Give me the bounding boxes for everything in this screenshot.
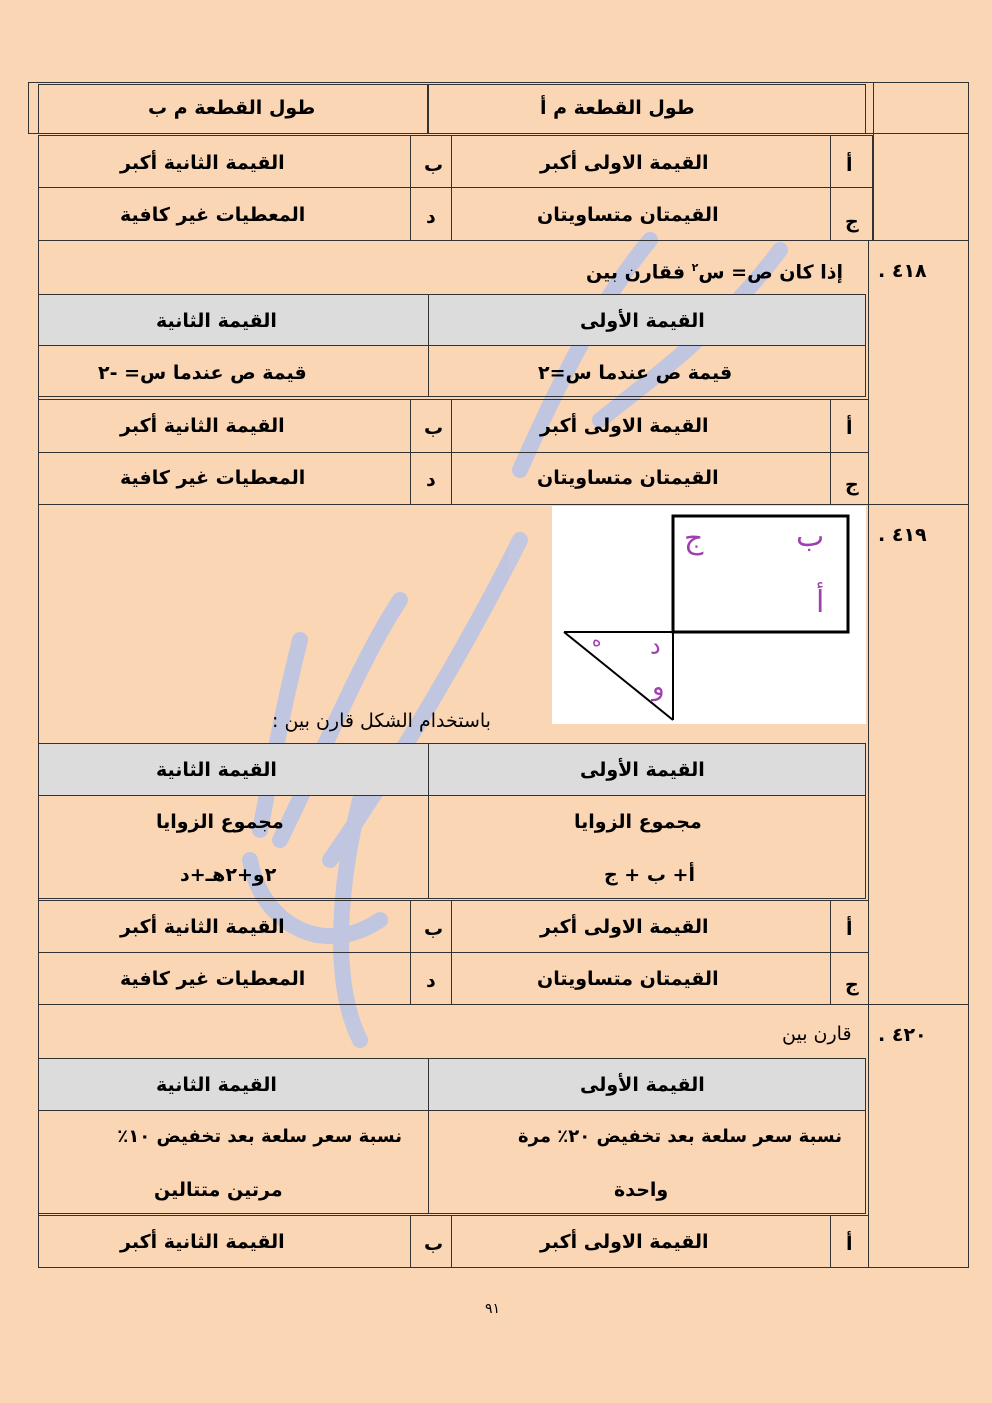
top-number-cell — [873, 82, 969, 241]
top-opt-a-letter: أ — [846, 154, 853, 176]
top-opt-b-text: القيمة الثانية أكبر — [120, 152, 285, 174]
q419-opt-b-text: القيمة الثانية أكبر — [120, 916, 285, 938]
q420-opt-a-letter: أ — [846, 1233, 853, 1255]
q418-opt-c-letter: ج — [845, 474, 859, 496]
q420-opt-b-letter: ب — [424, 1233, 444, 1255]
q419-col2-header: القيمة الثانية — [156, 759, 277, 781]
q419-label-a: أ — [816, 585, 825, 620]
q420-number: ٤٢٠ . — [878, 1024, 927, 1046]
q420-col1-line1: نسبة سعر سلعة بعد تخفيض ٢٠٪ مرة — [518, 1126, 842, 1147]
q419-opt-d-text: المعطيات غير كافية — [120, 968, 306, 990]
q419-col2-line1: مجموع الزوايا — [156, 811, 284, 833]
q418-opt-a-text: القيمة الاولى أكبر — [540, 415, 709, 437]
q419-stem: باستخدام الشكل قارن بين : — [272, 710, 491, 732]
q419-label-h: ه — [592, 630, 602, 651]
q420-opt-a-text: القيمة الاولى أكبر — [540, 1231, 709, 1253]
q418-opt-c-text: القيمتان متساويتان — [537, 467, 719, 489]
q418-stem-end: فقارن بين — [586, 261, 692, 284]
q419-opt-c-text: القيمتان متساويتان — [537, 968, 719, 990]
q418-col2-header: القيمة الثانية — [156, 310, 277, 332]
q418-stem-sup: ٢ — [691, 261, 699, 274]
q419-label-j: ج — [684, 521, 704, 556]
q419-label-w: و — [652, 672, 665, 702]
q420-stem: قارن بين — [782, 1023, 852, 1045]
q418-stem-text: إذا كان ص= س — [698, 261, 844, 284]
q419-label-d: د — [650, 632, 661, 660]
q418-stem — [586, 262, 843, 282]
q419-opt-b-letter: ب — [424, 918, 444, 940]
top-opt-c-text: القيمتان متساويتان — [537, 204, 719, 226]
top-opt-b-letter: ب — [424, 154, 444, 176]
q420-col2-header: القيمة الثانية — [156, 1074, 277, 1096]
top-opt-a-text: القيمة الاولى أكبر — [540, 152, 709, 174]
q418-col1-value: قيمة ص عندما س=٢ — [538, 362, 733, 384]
top-opt-c-letter: ج — [845, 211, 859, 233]
top-header-right-text: طول القطعة م أ — [540, 97, 695, 119]
page-number: ٩١ — [485, 1301, 501, 1317]
q420-col2-line1: نسبة سعر سلعة بعد تخفيض ١٠٪ — [117, 1126, 402, 1147]
q419-opt-c-letter: ج — [845, 974, 859, 996]
q418-opt-b-text: القيمة الثانية أكبر — [120, 415, 285, 437]
q419-opt-d-letter: د — [426, 970, 436, 992]
q418-col1-header: القيمة الأولى — [580, 310, 705, 332]
q419-number-cell — [868, 504, 969, 1005]
q418-opt-a-letter: أ — [846, 417, 853, 439]
q418-opt-d-letter: د — [426, 469, 436, 491]
q419-col1-line2: أ+ ب + ج — [604, 864, 695, 886]
q419-opt-a-letter: أ — [846, 918, 853, 940]
q418-opt-b-letter: ب — [424, 417, 444, 439]
q419-figure — [552, 506, 866, 724]
top-opt-d-text: المعطيات غير كافية — [120, 204, 306, 226]
q420-col1-header: القيمة الأولى — [580, 1074, 705, 1096]
q419-opt-a-text: القيمة الاولى أكبر — [540, 916, 709, 938]
q419-col1-line1: مجموع الزوايا — [574, 811, 702, 833]
q418-opt-d-text: المعطيات غير كافية — [120, 467, 306, 489]
q419-label-b: ب — [796, 519, 825, 554]
top-opt-d-letter: د — [426, 206, 436, 228]
q419-col2-line2: ٢و+٢هـ+د — [180, 864, 277, 886]
q419-number: ٤١٩ . — [878, 524, 927, 546]
q420-col1-line2: واحدة — [614, 1179, 669, 1201]
q418-col2-value: قيمة ص عندما س= -٢ — [98, 362, 307, 384]
q418-number: ٤١٨ . — [878, 260, 927, 282]
q420-opt-b-text: القيمة الثانية أكبر — [120, 1231, 285, 1253]
top-header-left-text: طول القطعة م ب — [148, 97, 316, 119]
q419-col1-header: القيمة الأولى — [580, 759, 705, 781]
q420-col2-line2: مرتين متتالين — [154, 1179, 283, 1201]
